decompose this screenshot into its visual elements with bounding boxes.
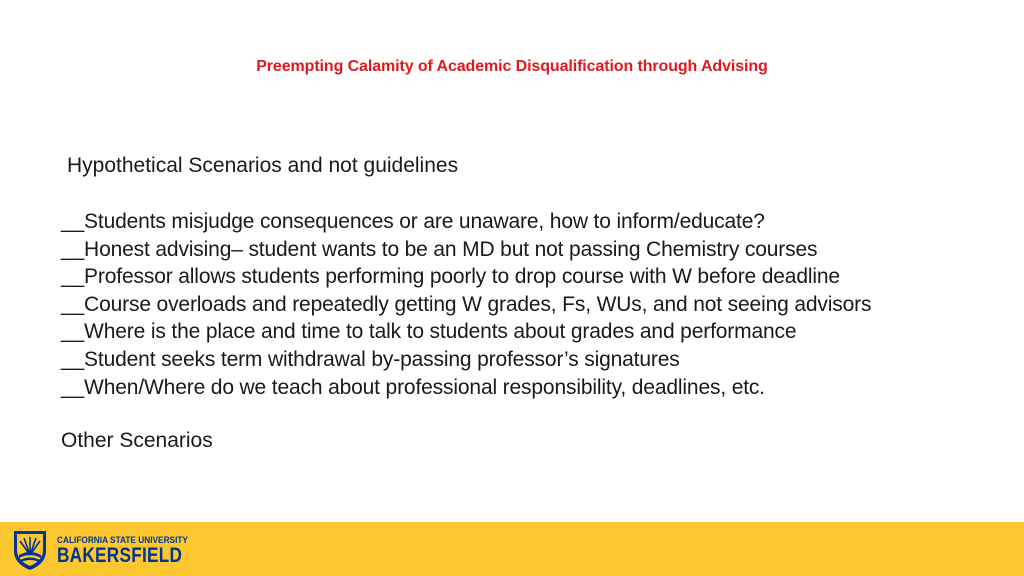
scenario-item: __Where is the place and time to talk to students about grades and performance xyxy=(61,320,797,344)
scenario-item: __Honest advising– student wants to be an MD but not passing Chemistry courses xyxy=(61,237,818,261)
scenario-item: __When/Where do we teach about professional responsibility, deadlines, etc. xyxy=(61,375,765,399)
other-scenarios-heading: Other Scenarios xyxy=(61,429,213,452)
university-name-line2: BAKERSFIELD xyxy=(57,543,183,567)
slide-subtitle: Hypothetical Scenarios and not guidelines xyxy=(67,154,459,177)
scenario-item: __Students misjudge consequences or are unaware, how to inform/educate? xyxy=(61,210,765,233)
university-name-line1: CALIFORNIA STATE UNIVERSITY xyxy=(57,534,188,545)
university-logo xyxy=(12,528,210,572)
scenario-item: __Professor allows students performing poorly to drop course with W before deadline xyxy=(61,265,840,289)
slide-title: Preempting Calamity of Academic Disqualification through Advising xyxy=(256,58,768,75)
scenario-item: __Student seeks term withdrawal by-passing professor’s signatures xyxy=(61,347,680,371)
scenario-item: __Course overloads and repeatedly getting W grades, Fs, WUs, and not seeing advisors xyxy=(61,292,872,316)
scenario-list xyxy=(61,208,871,401)
csub-shield-sun-icon xyxy=(12,529,48,571)
footer-bar xyxy=(0,522,1024,576)
